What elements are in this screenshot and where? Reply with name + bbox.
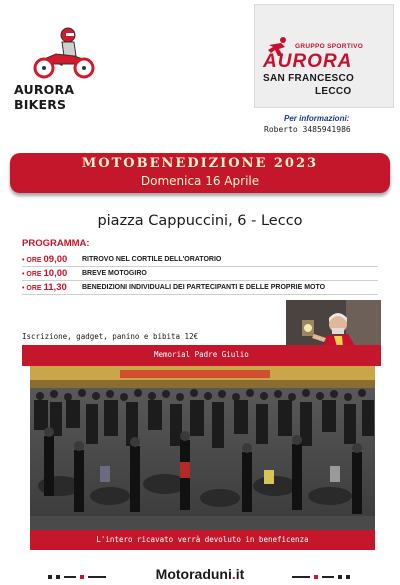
program-item-time: 10,00 (43, 268, 68, 279)
charity-note-strip (30, 530, 375, 550)
charity-note-text: L'intero ricavato verrà devoluto in beneficenza (96, 535, 309, 544)
site-dot: . (231, 566, 236, 582)
gs-aurora: AURORA (263, 51, 353, 72)
gruppo-sportivo-logo (254, 4, 394, 108)
crowd-photo (30, 366, 375, 530)
crowd-image (30, 366, 375, 530)
gs-san-francesco: SAN FRANCESCO (263, 73, 355, 84)
registration-info: Iscrizione, gadget, panino e bibita 12€ (22, 332, 199, 341)
motorbike-rider-icon (28, 26, 98, 80)
event-date: Domenica 16 Aprile (140, 174, 260, 188)
program-item-desc: BENEDIZIONI INDIVIDUALI DEI PARTECIPANTI E DELLE PROPRIE MOTO (82, 284, 326, 291)
program-divider (22, 294, 378, 295)
info-label: Per informazioni: (284, 114, 350, 123)
memorial-strip (22, 345, 381, 366)
program-item-prefix: • ORE (22, 271, 44, 278)
event-title: MOTOBENEDIZIONE 2023 (81, 156, 319, 171)
aurora-bikers-logo (14, 26, 124, 112)
program-item-time: 11,30 (43, 282, 67, 293)
memorial-text: Memorial Padre Giulio (154, 350, 249, 359)
site-tld: it (235, 566, 245, 582)
aurora-bikers-text: AURORA BIKERS (14, 82, 75, 112)
program-item-desc: RITROVO NEL CORTILE DELL'ORATORIO (82, 256, 222, 263)
program-heading: PROGRAMMA: (22, 238, 90, 249)
program-item-prefix: • ORE (22, 285, 44, 292)
info-contact: Roberto 3485941986 (264, 125, 351, 134)
program-divider (22, 266, 378, 267)
gs-lecco: LECCO (315, 86, 352, 97)
event-location: piazza Cappuccini, 6 - Lecco (97, 213, 303, 229)
program-divider (22, 280, 378, 281)
motoraduni-link[interactable] (0, 566, 400, 582)
program-item-desc: BREVE MOTOGIRO (82, 270, 147, 277)
site-name: Motoraduni (155, 566, 232, 582)
title-banner (10, 153, 390, 193)
gs-subtitle: GRUPPO SPORTIVO (295, 43, 364, 50)
program-item-prefix: • ORE (22, 257, 44, 264)
program-item-time: 09,00 (43, 254, 68, 265)
